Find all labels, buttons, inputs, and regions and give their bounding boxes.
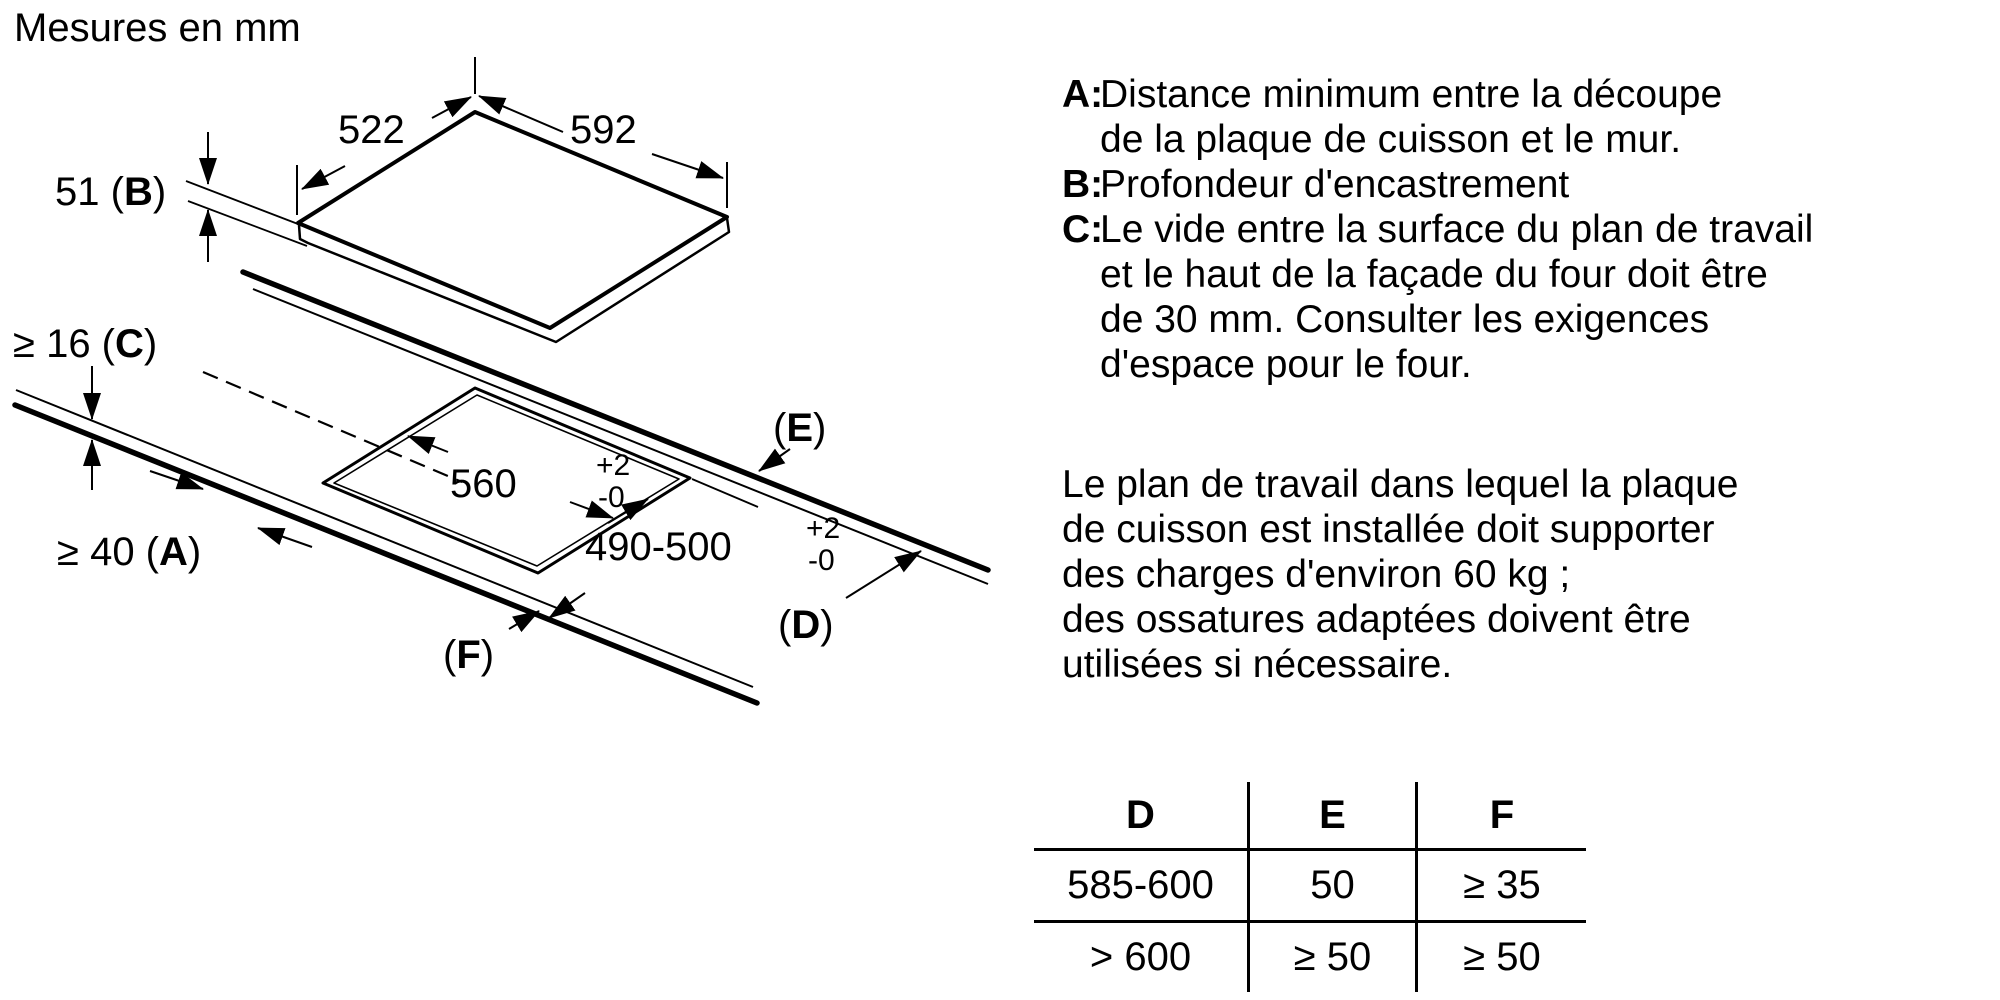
note-b — [1062, 162, 1813, 207]
note-a-line: Distance minimum entre la découpe — [1100, 73, 1723, 116]
note-c-line: de 30 mm. Consulter les exigences — [1100, 298, 1710, 341]
dimension-560 — [408, 436, 630, 518]
table-header-row — [1034, 782, 1586, 850]
table-cell: > 600 — [1089, 935, 1192, 979]
projection-dashed-line — [203, 372, 462, 482]
note-c — [1062, 207, 1813, 387]
dim-560-value: 560 — [450, 462, 517, 506]
dim-490-tol-minus: -0 — [808, 544, 835, 577]
dim-522-label: 522 — [338, 108, 405, 152]
table-cell: 50 — [1249, 850, 1417, 922]
label-e-text: (E) — [773, 406, 827, 450]
label-f — [443, 611, 539, 677]
note-b-label: B: — [1062, 163, 1104, 206]
def-spec-table — [1034, 782, 1586, 992]
dim-560-tol-plus: +2 — [596, 449, 631, 482]
page-title: Mesures en mm — [14, 6, 301, 50]
note-a-label: A: — [1062, 73, 1104, 116]
table-header-d: D — [1034, 782, 1249, 850]
label-f-text: (F) — [443, 633, 495, 677]
table-cell: ≥ 50 — [1249, 922, 1417, 993]
dim-a-label: ≥ 40 (A) — [57, 530, 202, 574]
label-d-text: (D) — [778, 603, 834, 647]
paragraph-line: de cuisson est installée doit supporter — [1062, 508, 1715, 551]
dim-490-tol-plus: +2 — [806, 512, 841, 545]
note-c-line: et le haut de la façade du four doit être — [1100, 253, 1768, 296]
dimension-51-b — [55, 132, 307, 262]
dimension-16-c — [13, 322, 157, 490]
dim-c-label: ≥ 16 (C) — [13, 322, 158, 366]
note-a — [1062, 72, 1813, 162]
table-header-e: E — [1249, 782, 1417, 850]
table-cell: 585-600 — [1034, 850, 1249, 922]
note-b-line: Profondeur d'encastrement — [1100, 163, 1570, 206]
dim-490-value: 490-500 — [585, 525, 732, 569]
table-row — [1034, 850, 1586, 922]
table-header-f: F — [1417, 782, 1587, 850]
note-c-line: Le vide entre la surface du plan de travail — [1100, 208, 1814, 251]
paragraph-line: Le plan de travail dans lequel la plaque — [1062, 463, 1739, 506]
paragraph-line: des ossatures adaptées doivent être — [1062, 598, 1691, 641]
notes-block — [1062, 72, 1813, 387]
dimension-490-500 — [549, 499, 840, 618]
paragraph-line: utilisées si nécessaire. — [1062, 643, 1453, 686]
table-cell: ≥ 50 — [1463, 935, 1541, 979]
dim-560-tol-minus: -0 — [598, 481, 625, 514]
dimension-40-a — [57, 471, 312, 574]
load-notice-paragraph — [1062, 462, 1739, 687]
note-c-line: d'espace pour le four. — [1100, 343, 1472, 386]
dim-592-label: 592 — [570, 108, 637, 152]
dim-b-label: 51 (B) — [55, 170, 167, 214]
note-a-line: de la plaque de cuisson et le mur. — [1100, 118, 1682, 161]
label-e — [759, 406, 826, 471]
dimension-592 — [479, 96, 727, 208]
table-row — [1034, 922, 1586, 993]
paragraph-line: des charges d'environ 60 kg ; — [1062, 553, 1571, 596]
table-cell: ≥ 35 — [1417, 850, 1587, 922]
label-d — [778, 551, 921, 647]
note-c-label: C: — [1062, 208, 1104, 251]
dimension-522 — [297, 57, 475, 215]
